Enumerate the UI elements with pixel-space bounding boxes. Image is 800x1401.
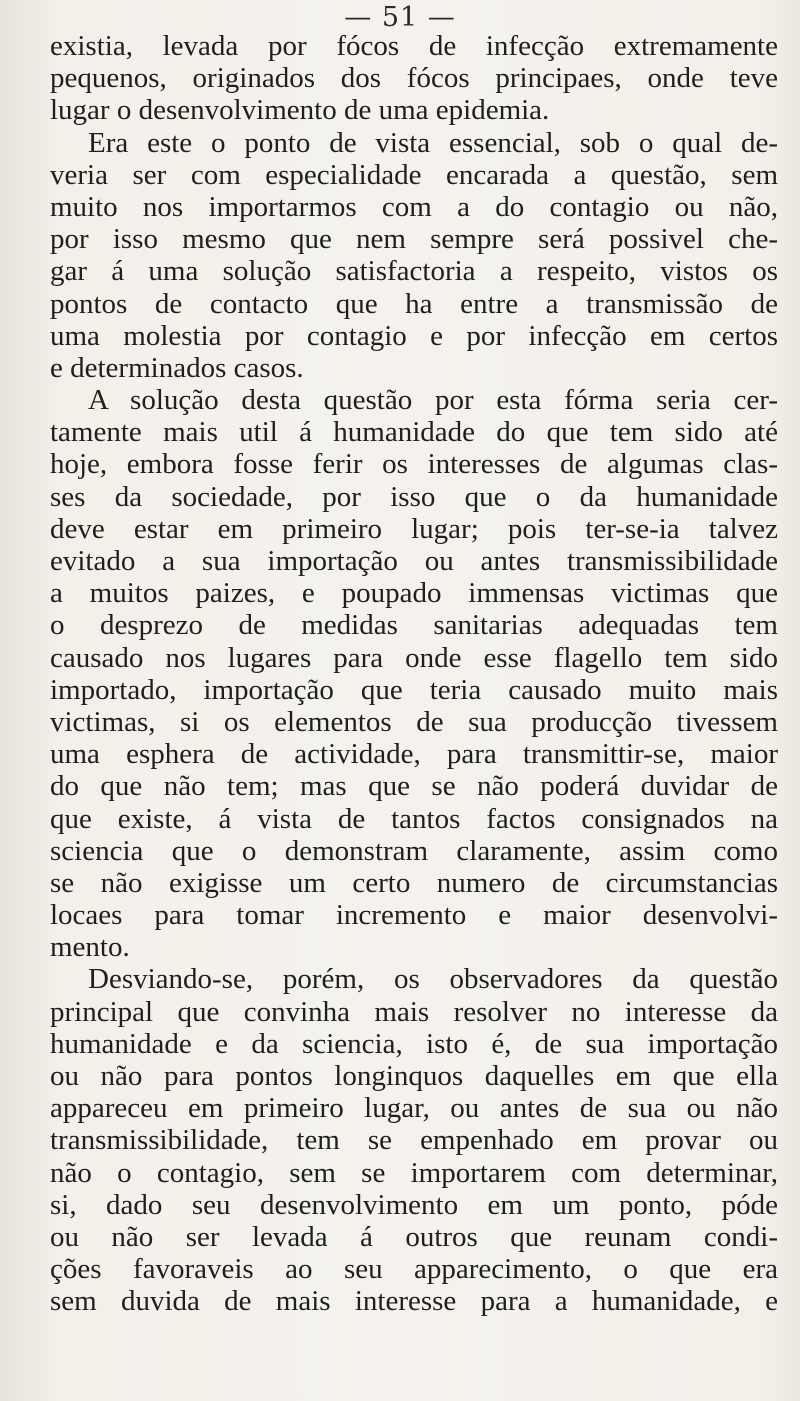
text-line: victimas, si os elementos de sua producção tivessem: [50, 705, 778, 738]
body-text: [50, 30, 778, 1318]
text-line: Era este o ponto de vista essencial, sob o qual de-: [88, 126, 778, 159]
text-line: gar á uma solução satisfactoria a respeito, vistos os: [50, 255, 778, 288]
text-line: ou não para pontos longinquos daquelles em que ella: [50, 1060, 778, 1092]
text-line: importado, importação que teria causado muito mais: [50, 673, 778, 706]
text-line: humanidade e da sciencia, isto é, de sua importação: [50, 1027, 778, 1060]
text-line: e determinados casos.: [50, 351, 304, 384]
text-line: se não exigisse um certo numero de circumstancias: [50, 866, 778, 899]
text-line: locaes para tomar incremento e maior desenvolvi-: [50, 899, 778, 932]
text-line: deve estar em primeiro lugar; pois ter-se-ia talvez: [50, 512, 778, 545]
text-line: uma molestia por contagio e por infecção em certos: [50, 319, 778, 352]
text-line: tamente mais util á humanidade do que tem sido até: [50, 416, 778, 449]
text-line: A solução desta questão por esta fórma seria cer-: [88, 384, 778, 417]
text-line: principal que convinha mais resolver no interesse da: [50, 995, 778, 1028]
text-line: veria ser com especialidade encarada a questão, sem: [50, 158, 778, 191]
text-line: appareceu em primeiro lugar, ou antes de sua ou não: [50, 1092, 778, 1125]
page-number: — 51 —: [344, 2, 456, 33]
text-line: causado nos lugares para onde esse flagello tem sido: [50, 641, 778, 674]
text-line: pequenos, originados dos fócos principaes, onde teve: [50, 62, 778, 95]
text-line: não o contagio, sem se importarem com determinar,: [50, 1156, 778, 1189]
text-line: pontos de contacto que ha entre a transmissão de: [50, 287, 778, 320]
text-line: ses da sociedade, por isso que o da humanidade: [50, 480, 778, 513]
text-line: sem duvida de mais interesse para a humanidade, e: [50, 1285, 778, 1318]
text-line: por isso mesmo que nem sempre será possivel che-: [50, 223, 778, 256]
text-line: transmissibilidade, tem se empenhado em provar ou: [50, 1124, 778, 1157]
text-line: sciencia que o demonstram claramente, assim como: [50, 834, 778, 867]
text-line: do que não tem; mas que se não poderá duvidar de: [50, 770, 778, 803]
text-line: evitado a sua importação ou antes transmissibilidade: [50, 545, 778, 577]
text-line: muito nos importarmos com a do contagio ou não,: [50, 190, 778, 223]
text-line: a muitos paizes, e poupado immensas victimas que: [50, 577, 778, 610]
text-line: o desprezo de medidas sanitarias adequadas tem: [50, 609, 778, 642]
text-line: uma esphera de actividade, para transmittir-se, maior: [50, 738, 778, 771]
text-line: ções favoraveis ao seu apparecimento, o que era: [50, 1253, 778, 1286]
text-line: hoje, embora fosse ferir os interesses de algumas clas-: [50, 448, 778, 481]
text-line: que existe, á vista de tantos factos consignados na: [50, 802, 778, 835]
text-line: existia, levada por fócos de infecção extremamente: [50, 30, 778, 62]
text-line: si, dado seu desenvolvimento em um ponto, póde: [50, 1188, 778, 1221]
text-line: lugar o desenvolvimento de uma epidemia.: [50, 94, 550, 127]
text-line: ou não ser levada á outros que reunam condi-: [50, 1220, 778, 1253]
text-line: Desviando-se, porém, os observadores da questão: [88, 963, 778, 996]
text-line: mento.: [50, 931, 130, 964]
